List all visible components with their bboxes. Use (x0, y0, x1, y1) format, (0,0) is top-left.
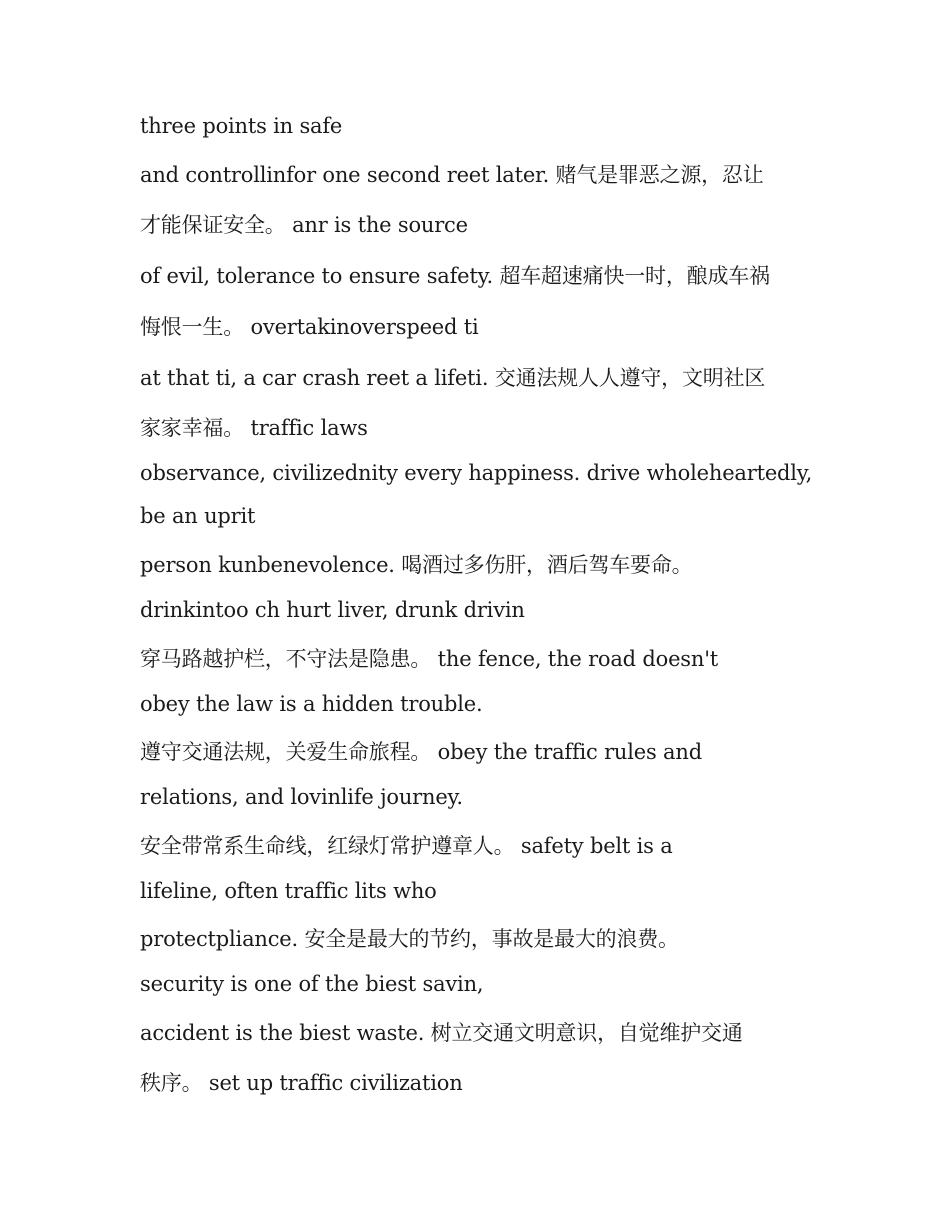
text-line: 家家幸福。 traffic laws (140, 416, 368, 440)
text-line: drinkintoo ch hurt liver, drunk drivin (140, 598, 525, 622)
text-line: 遵守交通法规，关爱生命旅程。 obey the traffic rules and (140, 740, 702, 764)
text-line: lifeline, often traffic lits who (140, 879, 437, 903)
text-line: security is one of the biest savin, (140, 972, 484, 996)
text-line: observance, civilizednity every happiness. drive wholeheartedly, (140, 461, 813, 485)
text-line: and controllinfor one second reet later. 赌气是罪恶之源，忍让 (140, 163, 764, 187)
text-line: obey the law is a hidden trouble. (140, 692, 483, 716)
text-line: person kunbenevolence. 喝酒过多伤肝，酒后驾车要命。 (140, 553, 693, 577)
text-line: 秩序。 set up traffic civilization (140, 1071, 463, 1095)
text-line: 才能保证安全。 anr is the source (140, 213, 468, 237)
text-line: accident is the biest waste. 树立交通文明意识，自觉维护交通 (140, 1021, 743, 1045)
text-line: of evil, tolerance to ensure safety. 超车超速痛快一时，酿成车祸 (140, 264, 770, 288)
text-line: protectpliance. 安全是最大的节约，事故是最大的浪费。 (140, 927, 679, 951)
text-line: three points in safe (140, 114, 343, 138)
text-line: at that ti, a car crash reet a lifeti. 交通法规人人遵守，文明社区 (140, 366, 766, 390)
text-line: 穿马路越护栏，不守法是隐患。 the fence, the road doesn't (140, 647, 719, 671)
text-line: relations, and lovinlife journey. (140, 785, 463, 809)
text-line: be an uprit (140, 504, 256, 528)
text-line: 安全带常系生命线，红绿灯常护遵章人。 safety belt is a (140, 834, 673, 858)
text-line: 悔恨一生。 overtakinoverspeed ti (140, 315, 479, 339)
